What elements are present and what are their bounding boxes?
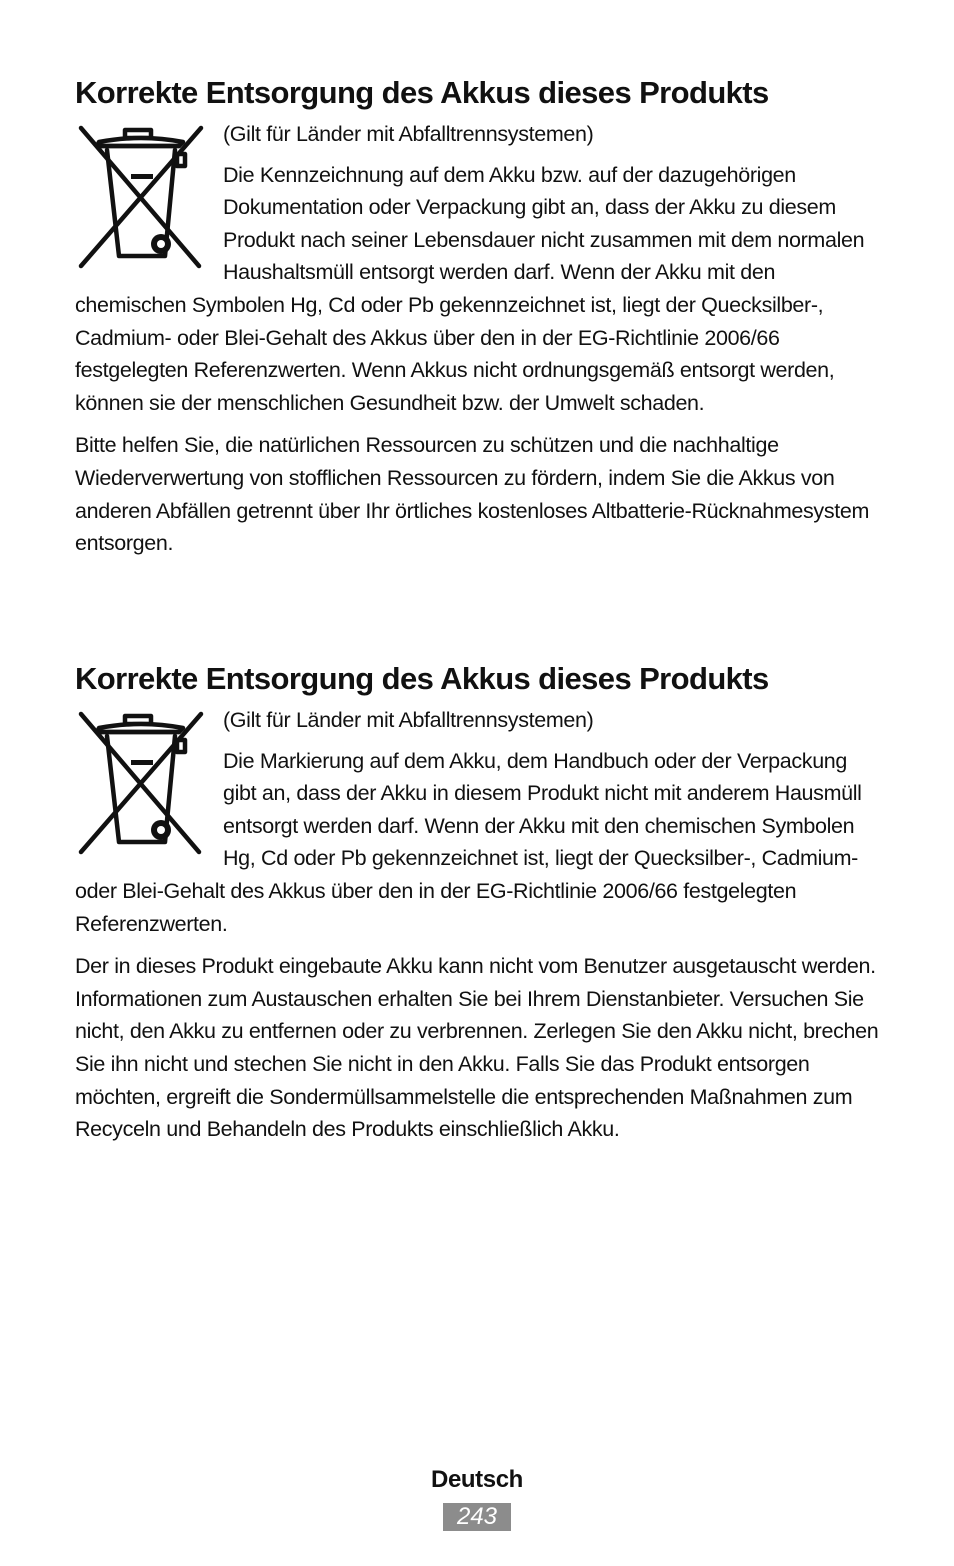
disposal-section-2 [75,656,885,1146]
page-footer [0,1462,954,1531]
section-paragraph-2: Der in dieses Produkt eingebaute Akku kann nicht vom Benutzer ausgetauscht werden. Informationen zum Austauschen erhalten Sie bei Ihrem Dienstanbieter. Versuchen Sie nicht, den Akku zu entfernen oder zu verbrennen. Zerlegen Sie den Akku nicht, brechen Sie ihn nicht und stechen Sie nicht in den Akku. Falls Sie das Produkt entsorgen möchten, ergreift die Sondermüllsammelstelle die entsprechenden Maßnahmen zum Recyceln und Behandeln des Produkts einschließlich Akku. [75,954,879,1142]
section-intro [75,704,885,940]
section-heading: Korrekte Entsorgung des Akkus dieses Produkts [75,661,769,696]
disposal-section-1 [75,70,885,560]
footer-language: Deutsch [431,1466,523,1493]
section-subtitle: (Gilt für Länder mit Abfalltrennsystemen) [223,122,594,146]
crossed-out-wheelie-bin-icon [75,706,205,856]
section-paragraph-2: Bitte helfen Sie, die natürlichen Ressourcen zu schützen und die nachhaltige Wiederverwertung von stofflichen Ressourcen zu fördern, indem Sie die Akkus von anderen Abfällen getrennt über Ihr örtliches kostenloses Altbatterie-Rücknahmesystem entsorgen. [75,433,870,556]
section-subtitle: (Gilt für Länder mit Abfalltrennsystemen) [223,708,594,732]
crossed-out-wheelie-bin-icon [75,120,205,270]
section-heading: Korrekte Entsorgung des Akkus dieses Produkts [75,75,769,110]
section-intro [75,118,885,419]
section-paragraph-1: Die Markierung auf dem Akku, dem Handbuch oder der Verpackung gibt an, dass der Akku in diesem Produkt nicht mit anderem Hausmüll entsorgt werden darf. Wenn der Akku mit den chemischen Symbolen Hg, Cd oder Pb gekennzeichnet ist, liegt der Quecksilber-, Cadmium- oder Blei-Gehalt des Akkus über den in der EG-Richtlinie 2006/66 festgelegten Referenzwerten. [75,748,862,936]
page-number-badge: 243 [443,1503,511,1531]
section-paragraph-1: Die Kennzeichnung auf dem Akku bzw. auf der dazugehörigen Dokumentation oder Verpackung gibt an, dass der Akku zu diesem Produkt nach seiner Lebensdauer nicht zusammen mit dem normalen Haushaltsmüll entsorgt werden darf. Wenn der Akku mit den chemischen Symbolen Hg, Cd oder Pb gekennzeichnet ist, liegt der Quecksilber-, Cadmium- oder Blei-Gehalt des Akkus über den in der EG-Richtlinie 2006/66 festgelegten Referenzwerten. Wenn Akkus nicht ordnungsgemäß entsorgt werden, können sie der menschlichen Gesundheit bzw. der Umwelt schaden. [75,162,865,415]
